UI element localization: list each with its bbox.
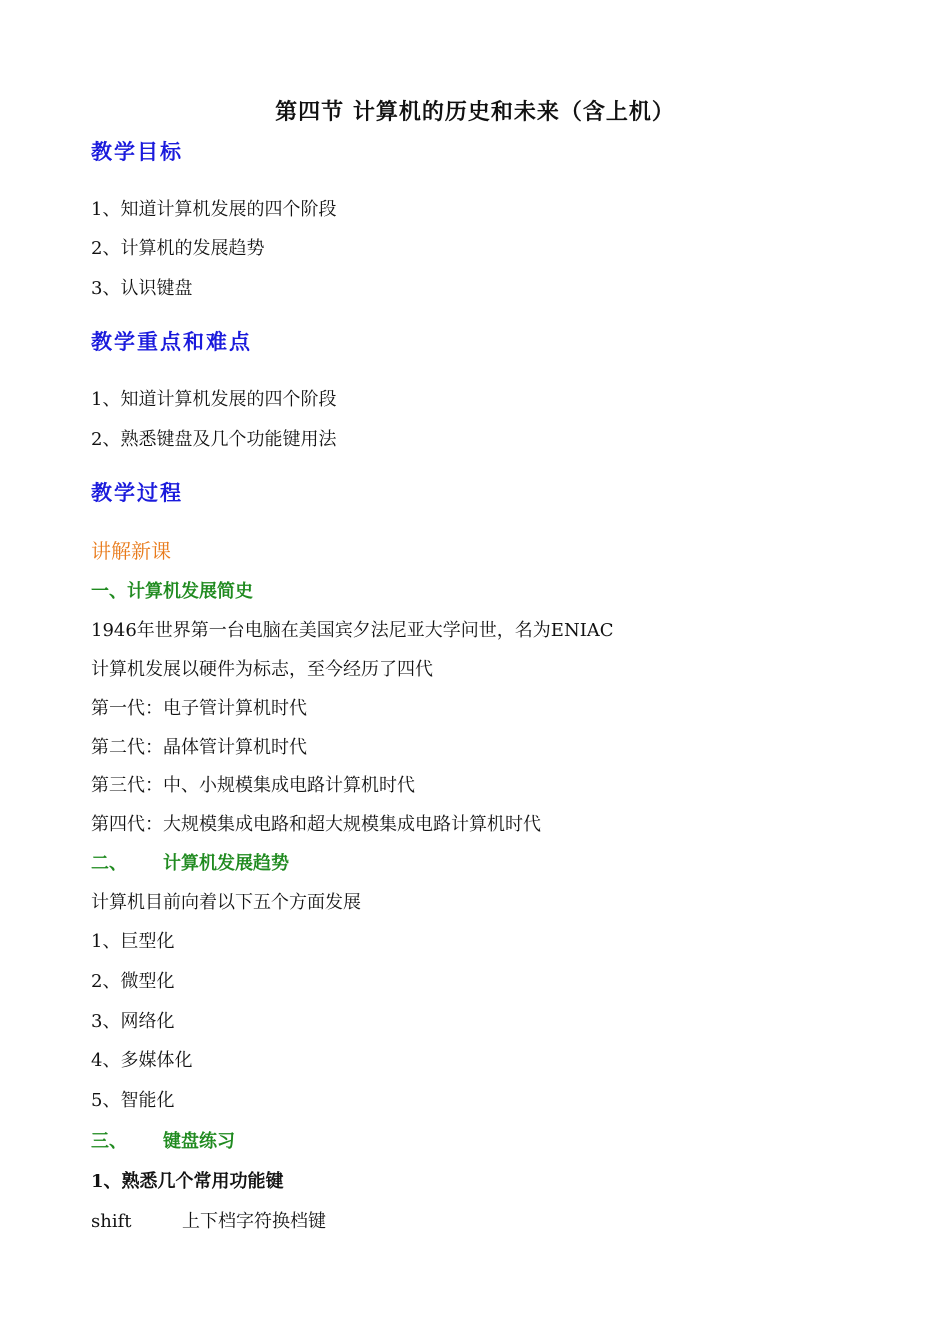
key-point-item-2: 2、熟悉键盘及几个功能键用法 xyxy=(91,429,337,450)
part1-line-1: 1946年世界第一台电脑在美国宾夕法尼亚大学问世，名为ENIAC xyxy=(91,620,614,641)
page-title: 第四节 计算机的历史和未来（含上机） xyxy=(275,99,675,125)
key-name: shift xyxy=(91,1211,132,1232)
part1-line-6: 第四代：大规模集成电路和超大规模集成电路计算机时代 xyxy=(91,814,541,835)
part3-sub-heading: 1、熟悉几个常用功能键 xyxy=(91,1171,284,1192)
lesson-heading: 讲解新课 xyxy=(91,539,171,563)
part3-number: 三、 xyxy=(91,1131,127,1152)
goal-item-2: 2、计算机的发展趋势 xyxy=(91,238,265,259)
part2-item-4: 4、多媒体化 xyxy=(91,1050,193,1071)
part1-line-4: 第二代：晶体管计算机时代 xyxy=(91,737,307,758)
part2-item-3: 3、网络化 xyxy=(91,1011,175,1032)
part1-heading: 一、计算机发展简史 xyxy=(91,581,253,602)
part1-line-5: 第三代：中、小规模集成电路计算机时代 xyxy=(91,775,415,796)
goals-heading: 教学目标 xyxy=(91,139,183,164)
part2-heading: 计算机发展趋势 xyxy=(163,853,289,874)
part1-line-3: 第一代：电子管计算机时代 xyxy=(91,698,307,719)
key-row-shift xyxy=(91,1210,326,1234)
goal-item-1: 1、知道计算机发展的四个阶段 xyxy=(91,199,337,220)
part3-heading: 键盘练习 xyxy=(163,1131,235,1152)
part2-number: 二、 xyxy=(91,853,127,874)
part1-line-2: 计算机发展以硬件为标志，至今经历了四代 xyxy=(91,659,433,680)
goal-item-3: 3、认识键盘 xyxy=(91,278,193,299)
part2-item-1: 1、巨型化 xyxy=(91,931,175,952)
process-heading: 教学过程 xyxy=(91,480,183,505)
part2-intro: 计算机目前向着以下五个方面发展 xyxy=(91,892,361,913)
part3-heading-row xyxy=(91,1130,235,1154)
key-description: 上下档字符换档键 xyxy=(182,1211,326,1232)
part2-heading-row xyxy=(91,852,289,876)
part2-item-2: 2、微型化 xyxy=(91,971,175,992)
key-points-heading: 教学重点和难点 xyxy=(91,329,252,354)
key-point-item-1: 1、知道计算机发展的四个阶段 xyxy=(91,389,337,410)
part2-item-5: 5、智能化 xyxy=(91,1090,175,1111)
